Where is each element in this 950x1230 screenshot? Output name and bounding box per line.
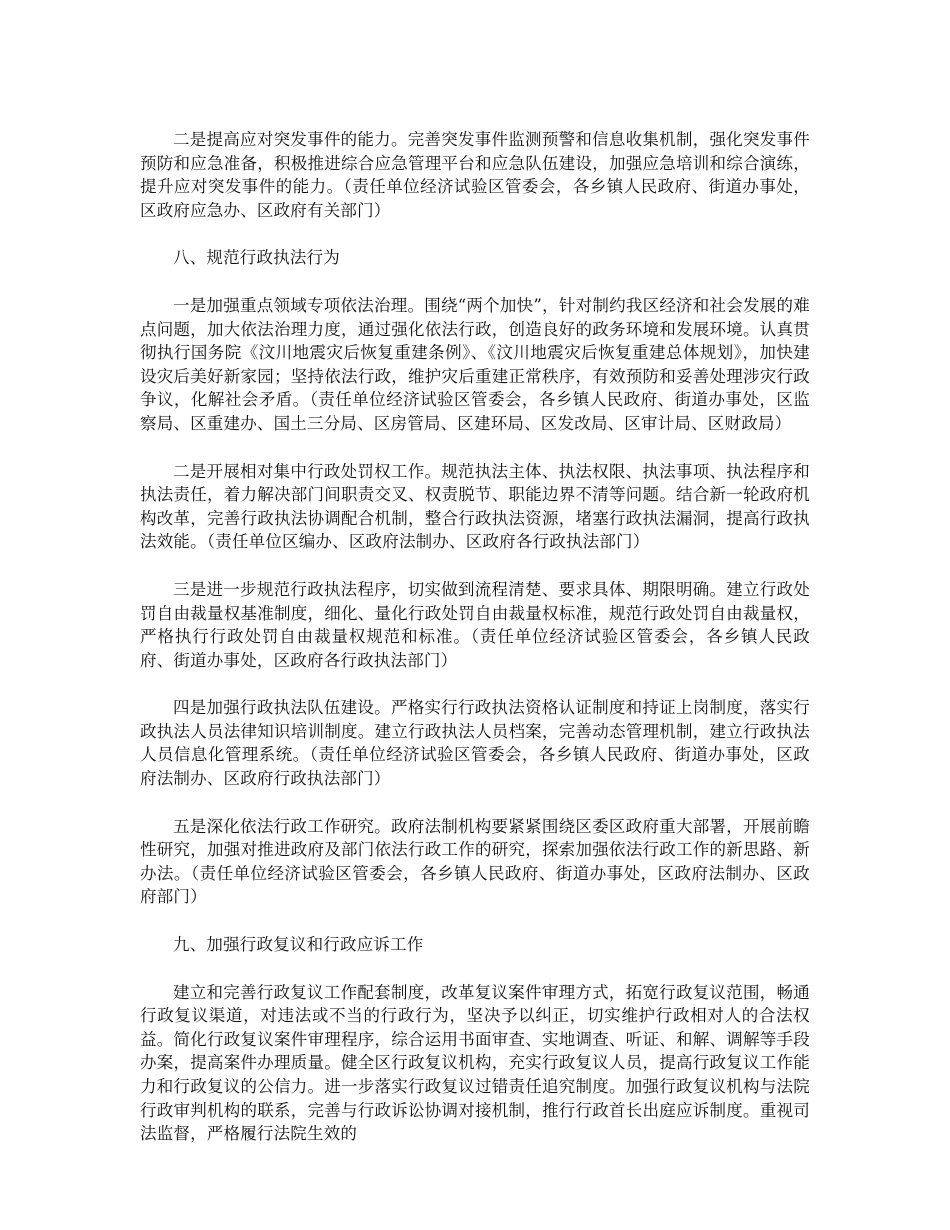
paragraph-centralized-penalty: 二是开展相对集中行政处罚权工作。规范执法主体、执法权限、执法事项、执法程序和执法责任，着力解决部门间职责交叉、权责脱节、职能边界不清等问题。结合新一轮政府机构改革，完善行政执法协调配合机制，整合行政执法资源，堵塞行政执法漏洞，提高行政执法效能。（责任单位区编办、区政府法制办、区政府各行政执法部门） bbox=[140, 461, 810, 552]
document-body bbox=[140, 128, 810, 1170]
paragraph-administrative-review: 建立和完善行政复议工作配套制度，改革复议案件审理方式，拓宽行政复议范围，畅通行政复议渠道，对违法或不当的行政行为，坚决予以纠正，切实维护行政相对人的合法权益。简化行政复议案件审理程序，综合运用书面审查、实地调查、听证、和解、调解等手段办案，提高案件办理质量。健全区行政复议机构，充实行政复议人员，提高行政复议工作能力和行政复议的公信力。进一步落实行政复议过错责任追究制度。加强行政复议机构与法院行政审判机构的联系，完善与行政诉讼协调对接机制，推行行政首长出庭应诉制度。重视司法监督，严格履行法院生效的 bbox=[140, 982, 810, 1144]
paragraph-administration-research: 五是深化依法行政工作研究。政府法制机构要紧紧围绕区委区政府重大部署，开展前瞻性研究，加强对推进政府及部门依法行政工作的研究，探索加强依法行政工作的新思路、新办法。（责任单位经济试验区管委会，各乡镇人民政府、街道办事处，区政府法制办、区政府部门） bbox=[140, 816, 810, 907]
paragraph-emergency-response: 二是提高应对突发事件的能力。完善突发事件监测预警和信息收集机制，强化突发事件预防和应急准备，积极推进综合应急管理平台和应急队伍建设，加强应急培训和综合演练，提升应对突发事件的能力。（责任单位经济试验区管委会，各乡镇人民政府、街道办事处，区政府应急办、区政府有关部门） bbox=[140, 130, 810, 220]
section-heading-8: 八、规范行政执法行为 bbox=[173, 248, 340, 268]
paragraph-enforcement-procedure: 三是进一步规范行政执法程序，切实做到流程清楚、要求具体、期限明确。建立行政处罚自由裁量权基准制度，细化、量化行政处罚自由裁量权标准，规范行政处罚自由裁量权，严格执行行政处罚自由裁量权规范和标准。（责任单位经济试验区管委会，各乡镇人民政府、街道办事处，区政府各行政执法部门） bbox=[140, 579, 810, 670]
paragraph-key-area-governance: 一是加强重点领域专项依法治理。围绕“两个加快”，针对制约我区经济和社会发展的难点问题，加大依法治理力度，通过强化依法行政，创造良好的政务环境和发展环境。认真贯彻执行国务院《汶川地震灾后恢复重建条例》、《汶川地震灾后恢复重建总体规划》，加快建设灾后美好新家园；坚持依法行政，维护灾后重建正常秩序，有效预防和妥善处理涉灾行政争议，化解社会矛盾。（责任单位经济试验区管委会，各乡镇人民政府、街道办事处，区监察局、区重建办、国土三分局、区房管局、区建环局、区发改局、区审计局、区财政局） bbox=[140, 295, 810, 433]
paragraph-enforcement-team: 四是加强行政执法队伍建设。严格实行行政执法资格认证制度和持证上岗制度，落实行政执法人员法律知识培训制度。建立行政执法人员档案，完善动态管理机制，建立行政执法人员信息化管理系统。（责任单位经济试验区管委会，各乡镇人民政府、街道办事处，区政府法制办、区政府行政执法部门） bbox=[140, 698, 810, 789]
section-heading-9: 九、加强行政复议和行政应诉工作 bbox=[173, 935, 424, 955]
